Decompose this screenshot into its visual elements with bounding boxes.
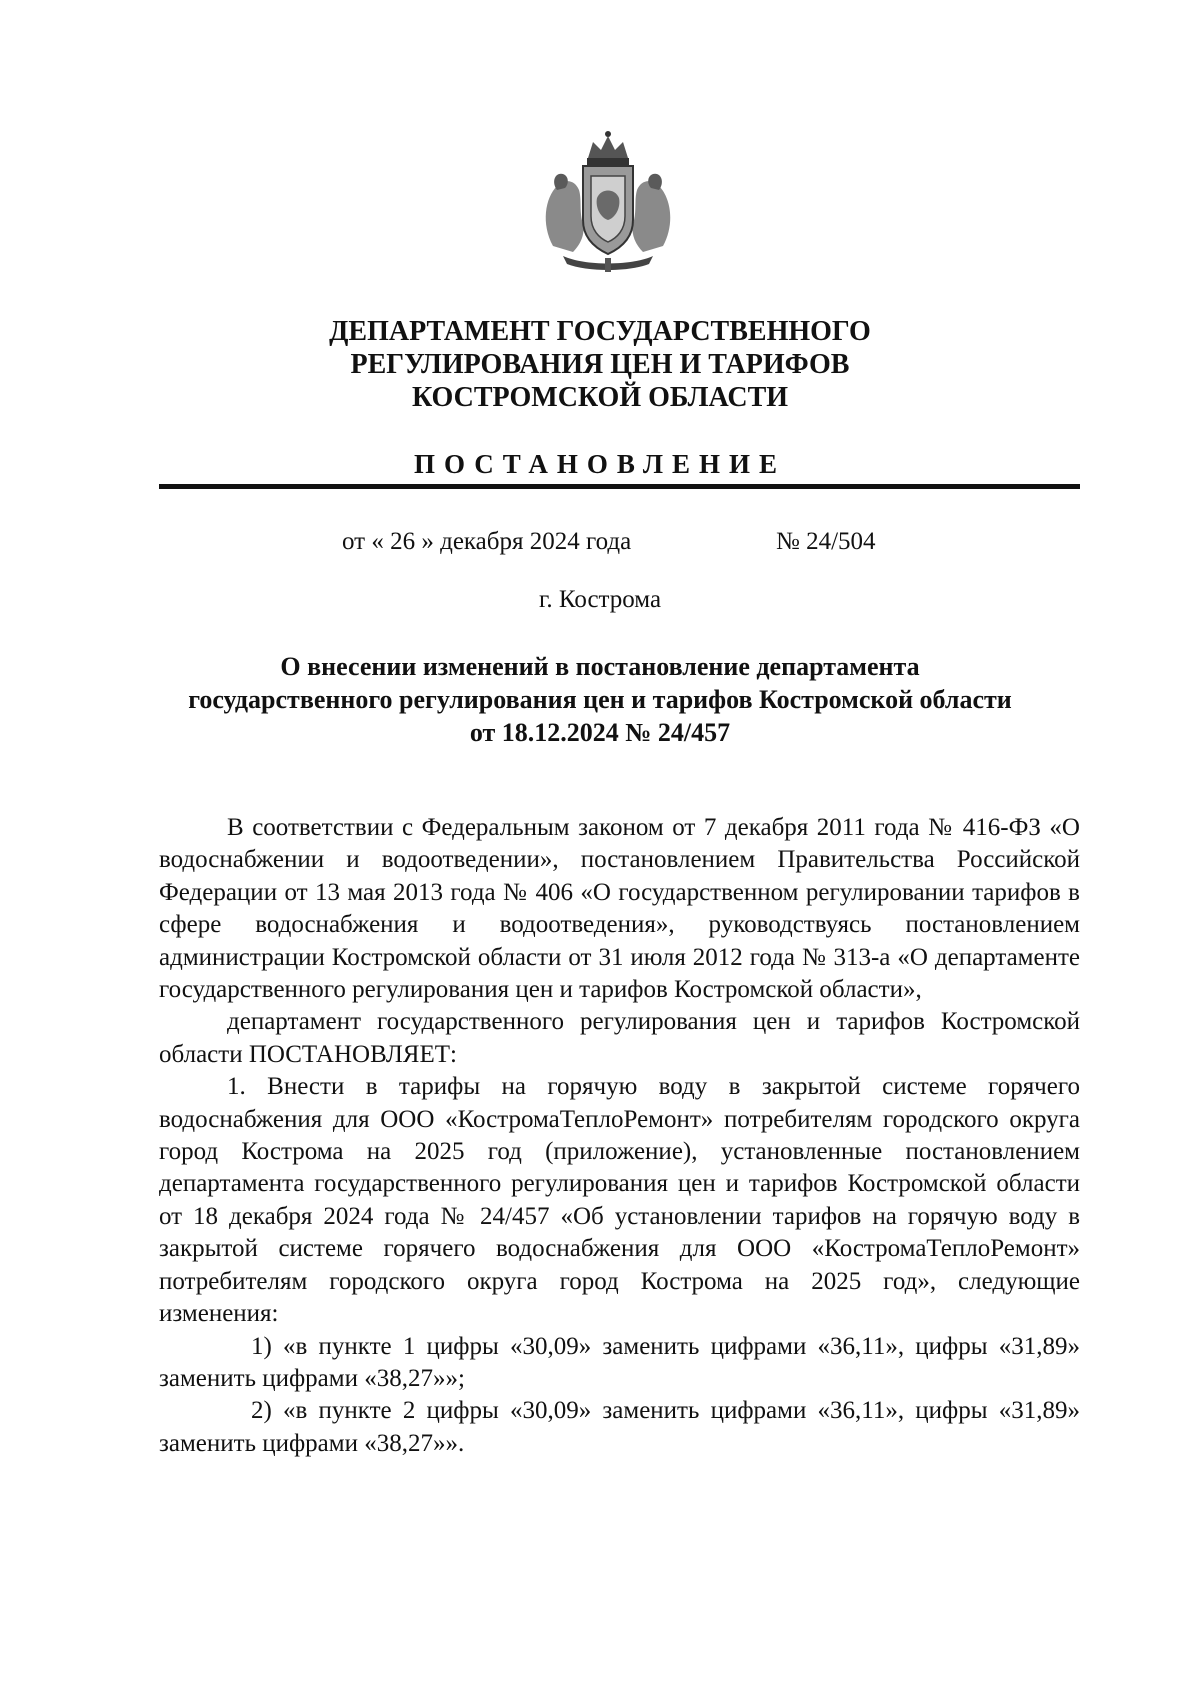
subject-line-1: О внесении изменений в постановление департамента [280,652,920,681]
body-subitem-2: 2) «в пункте 2 цифры «30,09» заменить цифрами «36,11», цифры «31,89» заменить цифрами «38,27»». [159,1397,1080,1457]
document-body [159,812,1080,1460]
document-number: № 24/504 [776,528,876,555]
org-line-3: КОСТРОМСКОЙ ОБЛАСТИ [411,382,789,413]
document-type-title: ПОСТАНОВЛЕНИЕ [413,449,787,479]
document-date: от « 26 » декабря 2024 года [342,528,632,555]
body-paragraph-resolves: департамент государственного регулирования цен и тарифов Костромской области ПОСТАНОВЛЯЕТ: [159,1008,1080,1068]
body-subitem-1: 1) «в пункте 1 цифры «30,09» заменить цифрами «36,11», цифры «31,89» заменить цифрами «38,27»»; [159,1332,1080,1392]
coat-of-arms-emblem [535,128,681,274]
org-line-2: РЕГУЛИРОВАНИЯ ЦЕН И ТАРИФОВ [350,349,850,380]
body-paragraph-preamble: В соответствии с Федеральным законом от 7 декабря 2011 года № 416-ФЗ «О водоснабжении и водоотведении», постановлением Правительства Российской Федерации от 13 мая 2013 года № 406 «О государственном регулировании тарифов в сфере водоснабжения и водоотведения», руководствуясь постановлением администрации Костромской области от 31 июля 2012 года № 313-а «О департаменте государственного регулирования цен и тарифов Костромской области», [159,814,1080,1004]
document-city: г. Кострома [538,586,662,613]
document-subject [150,650,1050,749]
subject-line-3: от 18.12.2024 № 24/457 [469,718,731,747]
organization-name [150,315,1050,414]
body-paragraph-item-1: 1. Внести в тарифы на горячую воду в закрытой системе горячего водоснабжения для ООО «КостромаТеплоРемонт» потребителям городского округа город Кострома на 2025 год (приложение), установленные постановлением департамента государственного регулирования цен и тарифов Костромской области от 18 декабря 2024 года № 24/457 «Об установлении тарифов на горячую воду в закрытой системе горячего водоснабжения для ООО «КостромаТеплоРемонт» потребителям городского округа город Кострома на 2025 год», следующие изменения: [159,1073,1080,1328]
subject-line-2: государственного регулирования цен и тарифов Костромской области [188,685,1012,714]
org-line-1: ДЕПАРТАМЕНТ ГОСУДАРСТВЕННОГО [329,316,871,347]
header-divider [159,484,1080,489]
